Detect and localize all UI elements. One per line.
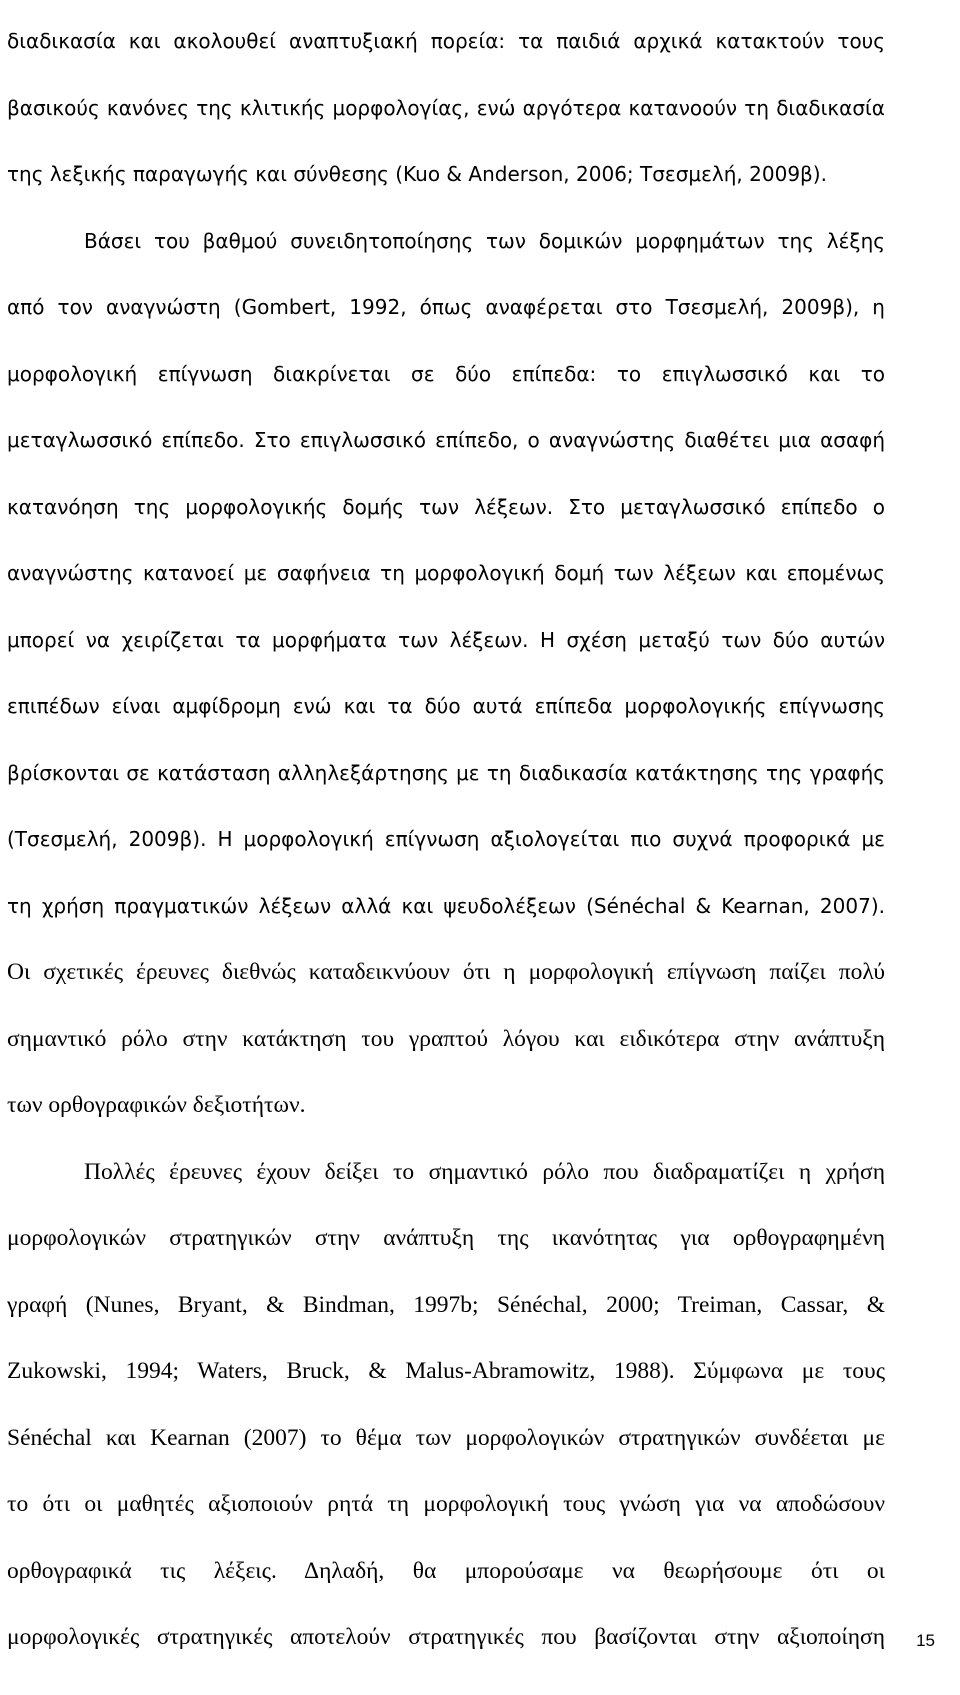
text-line: (Τσεσμελή, 2009β). Η μορφολογική επίγνωση αξιολογείται πιο συχνά προφορικά με	[7, 827, 885, 851]
text-line: από τον αναγνώστη (Gombert, 1992, όπως αναφέρεται στο Τσεσμελή, 2009β), η	[7, 295, 885, 319]
text-line: σημαντικό ρόλο στην κατάκτηση του γραπτού λόγου και ειδικότερα στην ανάπτυξη	[7, 1025, 885, 1052]
text-line: των ορθογραφικών δεξιοτήτων.	[7, 1092, 306, 1118]
text-line: ορθογραφικά τις λέξεις. Δηλαδή, θα μπορούσαμε να θεωρήσουμε ότι οι	[7, 1557, 885, 1584]
text-line: μορφολογικών στρατηγικών στην ανάπτυξη της ικανότητας για ορθογραφημένη	[7, 1225, 885, 1251]
text-line: κατανόηση της μορφολογικής δομής των λέξεων. Στο μεταγλωσσικό επίπεδο ο	[7, 494, 885, 519]
text-line: Sénéchal και Kearnan (2007) το θέμα των μορφολογικών στρατηγικών συνδέεται με	[7, 1424, 885, 1451]
text-line: μορφολογική επίγνωση διακρίνεται σε δύο επίπεδα: το επιγλωσσικό και το	[7, 361, 885, 386]
text-line: γραφή (Nunes, Bryant, & Bindman, 1997b; Sénéchal, 2000; Treiman, Cassar, &	[7, 1291, 885, 1318]
text-line: μεταγλωσσικό επίπεδο. Στο επιγλωσσικό επίπεδο, ο αναγνώστης διαθέτει μια ασαφή	[7, 428, 885, 452]
text-line: Πολλές έρευνες έχουν δείξει το σημαντικό ρόλο που διαδραματίζει η χρήση	[84, 1158, 885, 1185]
text-line: Zukowski, 1994; Waters, Bruck, & Malus-Abramowitz, 1988). Σύμφωνα με τους	[7, 1358, 885, 1384]
text-line: Οι σχετικές έρευνες διεθνώς καταδεικνύουν ότι η μορφολογική επίγνωση παίζει πολύ	[7, 959, 885, 985]
text-line: τη χρήση πραγματικών λέξεων αλλά και ψευδολέξεων (Sénéchal & Kearnan, 2007).	[7, 893, 885, 918]
text-line: επιπέδων είναι αμφίδρομη ενώ και τα δύο αυτά επίπεδα μορφολογικής επίγνωσης	[7, 694, 885, 718]
text-line: της λεξικής παραγωγής και σύνθεσης (Kuo & Anderson, 2006; Τσεσμελή, 2009β).	[7, 162, 827, 186]
text-line: Βάσει του βαθμού συνειδητοποίησης των δομικών μορφημάτων της λέξης	[84, 228, 885, 253]
text-line: μπορεί να χειρίζεται τα μορφήματα των λέξεων. Η σχέση μεταξύ των δύο αυτών	[7, 627, 885, 652]
text-line: διαδικασία και ακολουθεί αναπτυξιακή πορεία: τα παιδιά αρχικά κατακτούν τους	[7, 29, 885, 53]
text-line: βρίσκονται σε κατάσταση αλληλεξάρτησης με τη διαδικασία κατάκτησης της γραφής	[7, 760, 885, 785]
text-line: μορφολογικές στρατηγικές αποτελούν στρατηγικές που βασίζονται στην αξιοποίηση	[7, 1624, 885, 1650]
page-number: 15	[916, 1631, 935, 1650]
text-line: βασικούς κανόνες της κλιτικής μορφολογίας, ενώ αργότερα κατανοούν τη διαδικασία	[7, 95, 885, 120]
text-line: αναγνώστης κατανοεί με σαφήνεια τη μορφολογική δομή των λέξεων και επομένως	[7, 561, 885, 585]
text-line: το ότι οι μαθητές αξιοποιούν ρητά τη μορφολογική τους γνώση για να αποδώσουν	[7, 1491, 885, 1517]
